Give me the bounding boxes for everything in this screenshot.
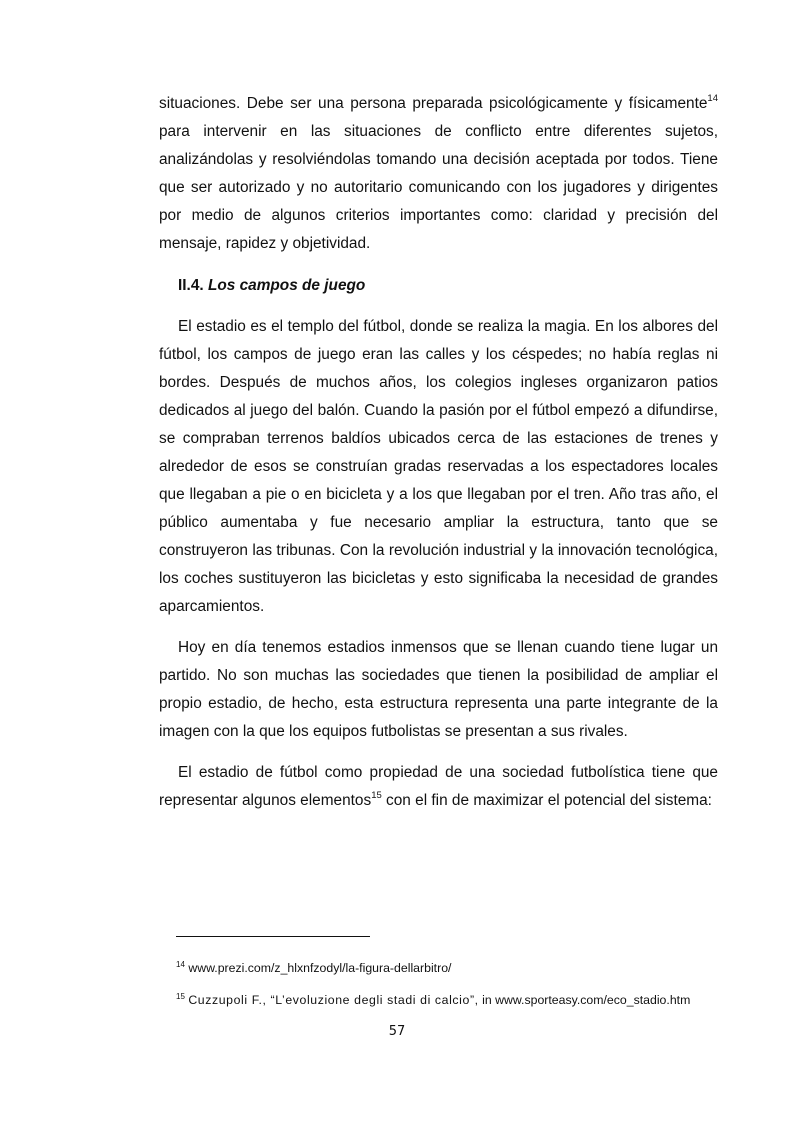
page-body — [159, 90, 718, 815]
paragraph-estadio-propiedad — [159, 759, 718, 815]
footnote-15 — [176, 992, 690, 1008]
footnote-ref-14[interactable]: 14 — [707, 93, 718, 104]
footnote-divider — [176, 936, 370, 937]
paragraph-estadio-historia: El estadio es el templo del fútbol, donde se realiza la magia. En los albores del fútbol, los campos de juego eran las calles y los céspedes; no había reglas ni bordes. Después de muchos años, los colegios ingleses organizaron patios dedicados al juego del balón. Cuando la pasión por el fútbol empezó a difundirse, se compraban terrenos baldíos ubicados cerca de las estaciones de trenes y alrededor de esos se construían gradas reservadas a los espectadores locales que llegaban a pie o en bicicleta y a los que llegaban por el tren. Año tras año, el público aumentaba y fue necesario ampliar la estructura, tanto que se construyeron las tribunas. Con la revolución industrial y la innovación tecnológica, los coches sustituyeron las bicicletas y esto significaba la necesidad de grandes aparcamientos. — [159, 318, 718, 615]
paragraph-text: El estadio de fútbol como propiedad de una sociedad futbolística tiene que representar algunos elementos — [159, 764, 718, 809]
footnote-link[interactable]: www.prezi.com/z_hlxnfzodyl/la-figura-dellarbitro/ — [188, 961, 452, 975]
paragraph-arbitro — [159, 90, 718, 258]
paragraph-estadios-hoy: Hoy en día tenemos estadios inmensos que se llenan cuando tiene lugar un partido. No son muchas las sociedades que tienen la posibilidad de ampliar el propio estadio, de hecho, esta estructura representa una parte integrante de la imagen con la que los equipos futbolistas se presentan a sus rivales. — [159, 639, 718, 740]
paragraph-text: con el fin de maximizar el potencial del sistema: — [381, 792, 712, 809]
section-heading — [159, 272, 718, 300]
section-number: II.4. — [178, 277, 204, 294]
page-number: 57 — [388, 1024, 406, 1039]
footnote-ref-15[interactable]: 15 — [371, 790, 382, 801]
footnote-author: Cuzzupoli F., “L’evoluzione degli stadi di calcio”, — [188, 993, 479, 1007]
section-title: Los campos de juego — [207, 277, 366, 294]
footnote-14 — [176, 960, 451, 976]
paragraph-text: situaciones. Debe ser una persona preparada psicológicamente y físicamente — [159, 95, 708, 112]
footnote-link[interactable]: in www.sporteasy.com/eco_stadio.htm — [478, 993, 691, 1007]
footnote-number: 15 — [176, 992, 185, 1001]
paragraph-text: para intervenir en las situaciones de conflicto entre diferentes sujetos, analizándolas y resolviéndolas tomando una decisión aceptada por todos. Tiene que ser autorizado y no autoritario comunicando con los jugadores y dirigentes por medio de algunos criterios importantes como: claridad y precisión del mensaje, rapidez y objetividad. — [159, 123, 718, 252]
footnote-number: 14 — [176, 960, 185, 969]
